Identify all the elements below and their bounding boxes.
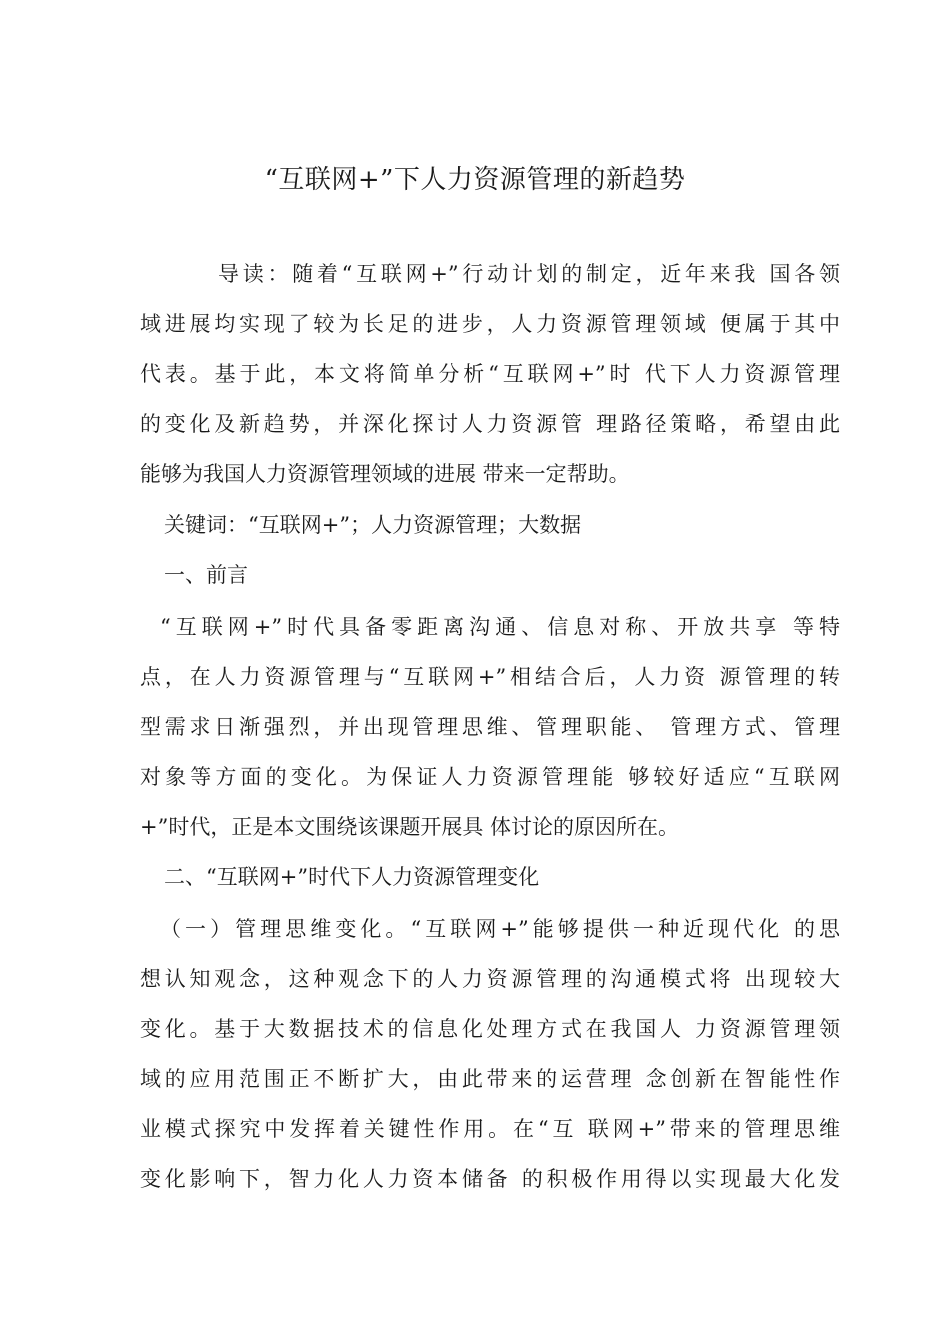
section1-line: “互联网+”时代具备零距离沟通、信息对称、开放共享 等特 [160,615,840,639]
section2-line: 域的应用范围正不断扩大，由此带来的运营理 念创新在智能性作 [140,1067,840,1091]
document-title: “互联网+”下人力资源管理的新趋势 [264,165,686,195]
section-heading-preface: 一、前言 [164,563,248,587]
abstract-line: 代表。基于此，本文将简单分析“互联网+”时 代下人力资源管理 [140,362,840,386]
section1-line: 点，在人力资源管理与“互联网+”相结合后，人力资 源管理的转 [140,665,840,689]
section1-line: 型需求日渐强烈，并出现管理思维、管理职能、 管理方式、管理 [140,715,840,739]
section1-line: 对象等方面的变化。为保证人力资源管理能 够较好适应“互联网 [140,765,840,789]
abstract-line: 域进展均实现了较为长足的进步，人力资源管理领域 便属于其中 [140,312,840,336]
abstract-line: 的变化及新趋势，并深化探讨人力资源管 理路径策略，希望由此 [140,412,840,436]
section2-line: （一）管理思维变化。“互联网+”能够提供一种近现代化 的思 [160,917,840,941]
section2-line: 变化。基于大数据技术的信息化处理方式在我国人 力资源管理领 [140,1017,840,1041]
section2-line: 变化影响下，智力化人力资本储备 的积极作用得以实现最大化发 [140,1167,840,1191]
abstract-line: 导读：随着“互联网+”行动计划的制定，近年来我 国各领 [218,262,840,286]
abstract-line: 能够为我国人力资源管理领域的进展 带来一定帮助。 [140,462,630,486]
section-heading-changes: 二、“互联网+”时代下人力资源管理变化 [164,865,540,889]
section1-line: +”时代，正是本文围绕该课题开展具 体讨论的原因所在。 [140,815,680,839]
section2-line: 想认知观念，这种观念下的人力资源管理的沟通模式将 出现较大 [140,967,840,991]
section2-line: 业模式探究中发挥着关键性作用。在“互 联网+”带来的管理思维 [140,1117,840,1141]
keywords-line: 关键词：“互联网+”；人力资源管理；大数据 [164,513,582,537]
